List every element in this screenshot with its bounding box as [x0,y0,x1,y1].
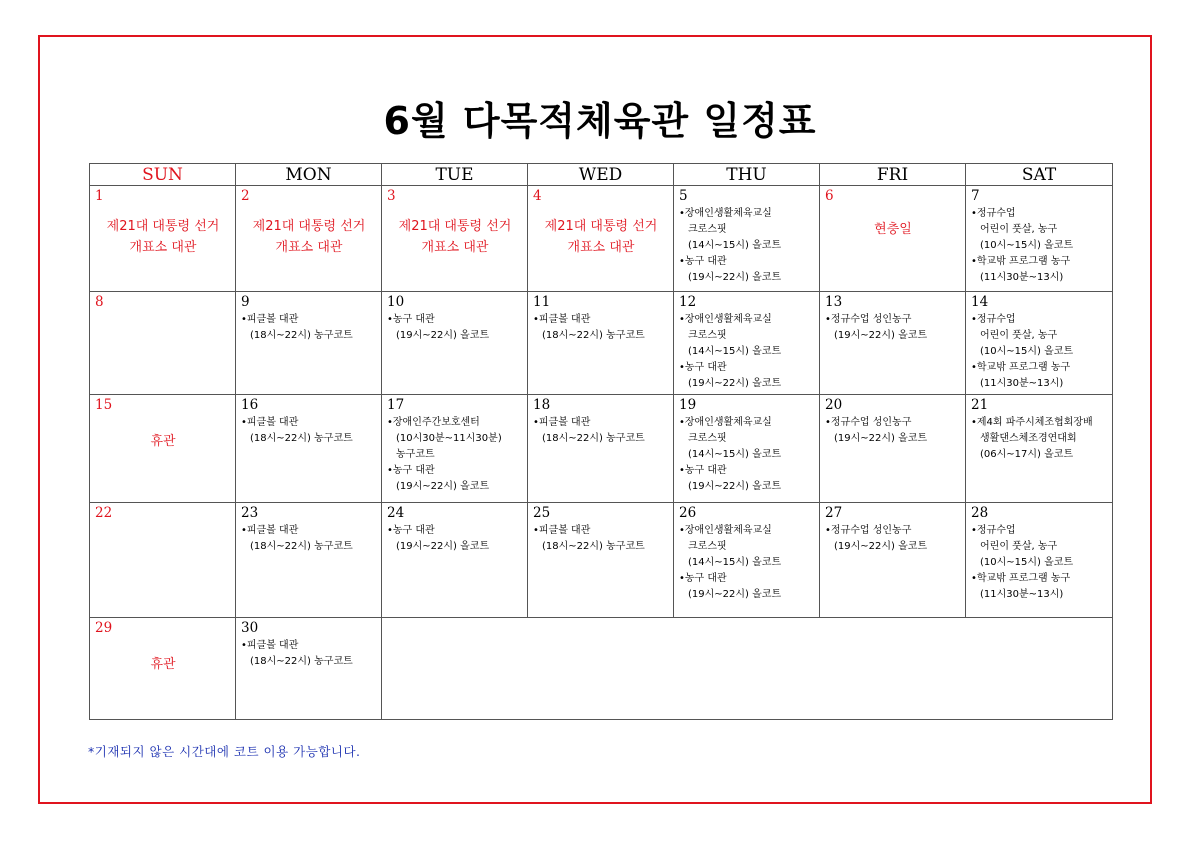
day-number: 10 [387,294,405,310]
event-detail: 크로스핏 [688,330,727,341]
day-number: 15 [95,397,113,413]
event-detail: 농구코트 [396,449,435,460]
event-list [241,312,377,344]
day-cell [966,503,1113,618]
event-title: •장애인생활체육교실 [679,525,772,536]
event-detail: (14시~15시) 올코트 [688,449,782,460]
week-row [90,618,1113,720]
event-detail: 어린이 풋살, 농구 [980,224,1058,235]
event-detail: (18시~22시) 농구코트 [250,541,353,552]
event-title: •피클볼 대관 [533,314,591,325]
event-title: •농구 대관 [679,573,727,584]
event-title: •정규수업 [971,208,1016,219]
day-cell [90,292,236,395]
day-cell [90,395,236,503]
day-cell [90,503,236,618]
event-detail: (10시~15시) 올코트 [980,346,1074,357]
day-number: 16 [241,397,259,413]
day-number: 3 [387,188,396,204]
event-detail: (06시~17시) 올코트 [980,449,1074,460]
event-list [825,312,961,344]
event-list [387,415,523,495]
day-number: 2 [241,188,250,204]
day-number: 20 [825,397,843,413]
event-list [387,523,523,555]
day-number: 29 [95,620,113,636]
day-cell [382,503,528,618]
holiday-label [387,216,523,258]
day-number: 21 [971,397,989,413]
event-detail: (19시~22시) 올코트 [688,378,782,389]
event-title: •피클볼 대관 [241,417,299,428]
day-cell [674,503,820,618]
event-list [825,415,961,447]
empty-cell [382,618,1113,720]
event-detail: (18시~22시) 농구코트 [542,330,645,341]
event-detail: (19시~22시) 올코트 [688,481,782,492]
holiday-label [825,219,961,240]
event-title: •장애인생활체육교실 [679,314,772,325]
weekday-header-row [90,164,1113,186]
event-title: •정규수업 [971,525,1016,536]
day-number: 7 [971,188,980,204]
event-list [679,312,815,392]
event-detail: (10시~15시) 올코트 [980,240,1074,251]
event-detail: (11시30분~13시) [980,589,1064,600]
event-detail: 어린이 풋살, 농구 [980,330,1058,341]
day-cell [236,503,382,618]
holiday-line: 제21대 대통령 선거 [106,219,220,234]
event-list [971,312,1108,392]
event-title: •학교밖 프로그램 농구 [971,362,1071,373]
event-detail: (10시~15시) 올코트 [980,557,1074,568]
day-number: 25 [533,505,551,521]
day-cell [382,292,528,395]
event-title: •학교밖 프로그램 농구 [971,573,1071,584]
event-title: •정규수업 성인농구 [825,525,912,536]
day-cell [674,395,820,503]
day-number: 24 [387,505,405,521]
day-cell [90,618,236,720]
day-number: 1 [95,188,104,204]
day-cell [674,292,820,395]
event-detail: 어린이 풋살, 농구 [980,541,1058,552]
event-list [971,415,1108,463]
day-number: 26 [679,505,697,521]
header-fri: FRI [820,164,966,186]
event-detail: 크로스핏 [688,433,727,444]
header-mon: MON [236,164,382,186]
week-row [90,292,1113,395]
event-list [533,312,669,344]
event-list [679,523,815,603]
event-detail: 생활댄스체조경연대회 [980,433,1077,444]
event-detail: (19시~22시) 올코트 [834,541,928,552]
event-list [971,523,1108,603]
event-list [679,415,815,495]
header-sun: SUN [90,164,236,186]
calendar-table [89,163,1113,720]
event-title: •농구 대관 [387,525,435,536]
day-cell [236,292,382,395]
day-cell [820,292,966,395]
event-title: •정규수업 성인농구 [825,417,912,428]
event-title: •제4회 파주시체조협회장배 [971,417,1093,428]
event-detail: 크로스핏 [688,224,727,235]
event-title: •장애인생활체육교실 [679,208,772,219]
event-detail: (18시~22시) 농구코트 [250,433,353,444]
page-title: 6월 다목적체육관 일정표 [383,99,817,143]
event-detail: (14시~15시) 올코트 [688,346,782,357]
holiday-label [241,216,377,258]
holiday-line: 현충일 [874,222,912,237]
day-number: 5 [679,188,688,204]
event-detail: (19시~22시) 올코트 [396,541,490,552]
event-detail: (14시~15시) 올코트 [688,240,782,251]
header-wed: WED [528,164,674,186]
day-number: 19 [679,397,697,413]
event-list [679,206,815,286]
day-number: 14 [971,294,989,310]
day-number: 12 [679,294,697,310]
holiday-line: 제21대 대통령 선거 [398,219,512,234]
event-title: •학교밖 프로그램 농구 [971,256,1071,267]
day-number: 6 [825,188,834,204]
event-detail: (19시~22시) 올코트 [688,589,782,600]
day-cell [528,395,674,503]
day-number: 27 [825,505,843,521]
event-list [241,415,377,447]
event-title: •장애인주간보호센터 [387,417,480,428]
header-sat: SAT [966,164,1113,186]
day-cell [382,186,528,292]
day-cell [236,186,382,292]
day-number: 13 [825,294,843,310]
event-title: •피클볼 대관 [533,525,591,536]
week-row [90,395,1113,503]
day-cell [528,503,674,618]
event-detail: (11시30분~13시) [980,378,1064,389]
event-detail: (18시~22시) 농구코트 [250,656,353,667]
day-cell [674,186,820,292]
holiday-label [533,216,669,258]
event-title: •피클볼 대관 [241,640,299,651]
event-title: •정규수업 [971,314,1016,325]
event-list [971,206,1108,286]
day-number: 28 [971,505,989,521]
event-title: •정규수업 성인농구 [825,314,912,325]
holiday-label [95,216,231,258]
event-detail: (18시~22시) 농구코트 [250,330,353,341]
day-cell [528,292,674,395]
event-title: •피클볼 대관 [241,314,299,325]
day-number: 8 [95,294,104,310]
closed-label: 휴관 [150,434,176,449]
holiday-line: 개표소 대관 [421,240,489,255]
event-list [533,523,669,555]
event-title: •농구 대관 [387,314,435,325]
day-number: 4 [533,188,542,204]
closed-label: 휴관 [150,657,176,672]
event-title: •피클볼 대관 [241,525,299,536]
event-list [387,312,523,344]
day-number: 30 [241,620,259,636]
event-list [533,415,669,447]
day-cell [820,186,966,292]
event-title: •농구 대관 [679,465,727,476]
day-number: 9 [241,294,250,310]
day-cell [236,618,382,720]
day-cell [90,186,236,292]
holiday-line: 개표소 대관 [567,240,635,255]
event-detail: (18시~22시) 농구코트 [542,433,645,444]
day-cell [966,186,1113,292]
holiday-line: 제21대 대통령 선거 [544,219,658,234]
holiday-line: 제21대 대통령 선거 [252,219,366,234]
day-number: 23 [241,505,259,521]
day-number: 18 [533,397,551,413]
event-detail: (19시~22시) 올코트 [834,330,928,341]
day-cell [236,395,382,503]
day-cell [966,292,1113,395]
event-detail: (19시~22시) 올코트 [396,330,490,341]
day-cell [820,395,966,503]
header-thu: THU [674,164,820,186]
holiday-line: 개표소 대관 [275,240,343,255]
footnote: *기재되지 않은 시간대에 코트 이용 가능합니다. [88,744,361,759]
event-detail: (11시30분~13시) [980,272,1064,283]
day-cell [382,395,528,503]
day-number: 22 [95,505,113,521]
day-cell [966,395,1113,503]
event-title: •농구 대관 [387,465,435,476]
event-detail: (19시~22시) 올코트 [688,272,782,283]
event-detail: 크로스핏 [688,541,727,552]
event-list [241,638,377,670]
week-row [90,186,1113,292]
day-cell [820,503,966,618]
event-list [825,523,961,555]
event-detail: (19시~22시) 올코트 [396,481,490,492]
header-tue: TUE [382,164,528,186]
event-detail: (19시~22시) 올코트 [834,433,928,444]
event-title: •농구 대관 [679,256,727,267]
holiday-line: 개표소 대관 [129,240,197,255]
event-detail: (10시30분~11시30분) [396,433,502,444]
event-title: •농구 대관 [679,362,727,373]
week-row [90,503,1113,618]
day-number: 11 [533,294,551,310]
event-detail: (14시~15시) 올코트 [688,557,782,568]
event-detail: (18시~22시) 농구코트 [542,541,645,552]
day-number: 17 [387,397,405,413]
event-list [241,523,377,555]
day-cell [528,186,674,292]
event-title: •피클볼 대관 [533,417,591,428]
event-title: •장애인생활체육교실 [679,417,772,428]
